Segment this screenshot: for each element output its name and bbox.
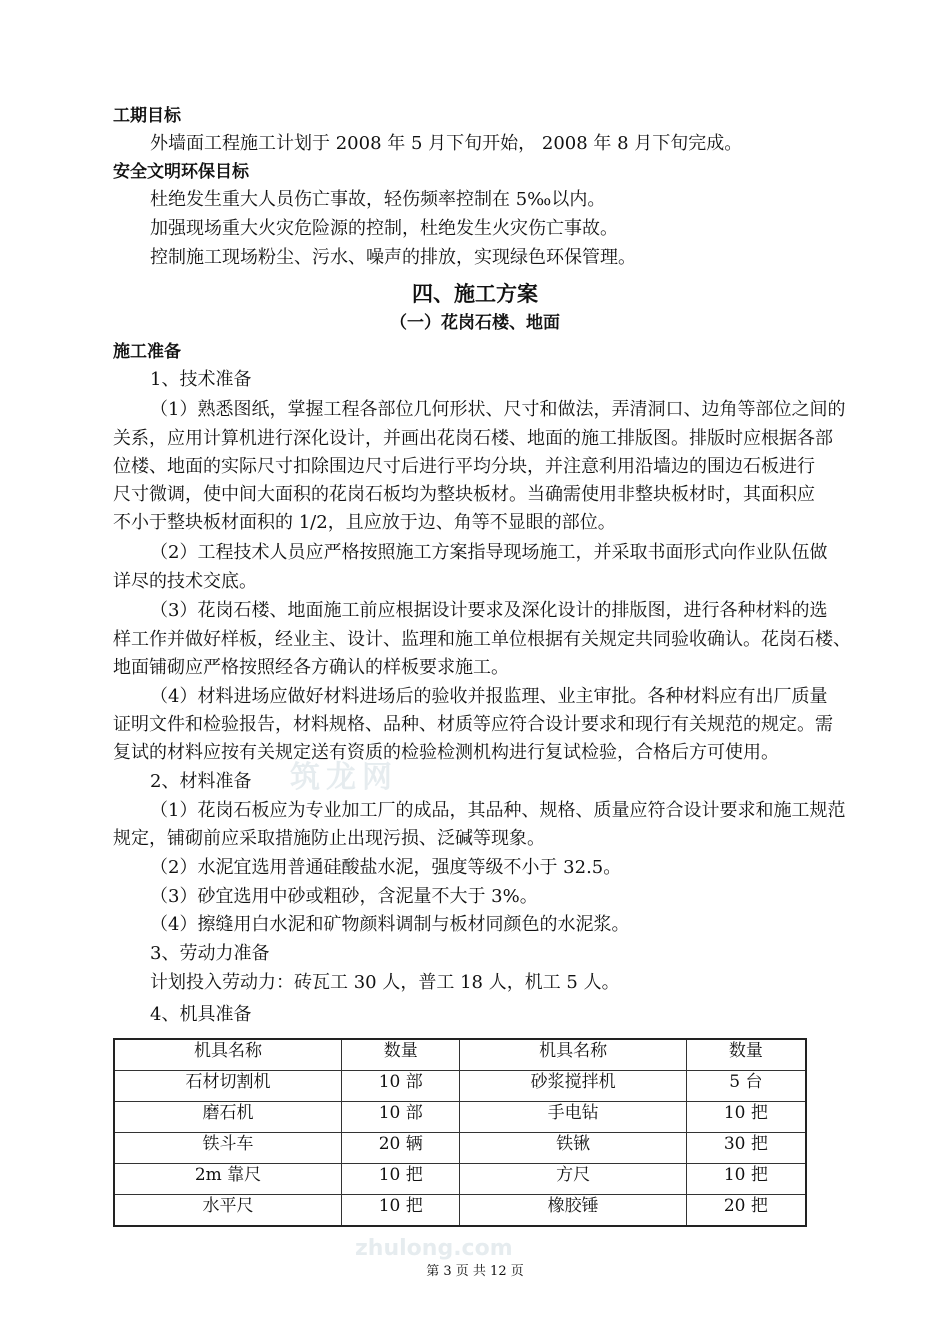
tech-prep-line: 关系，应用计算机进行深化设计，并画出花岗石楼、地面的施工排版图。排版时应根据各部	[113, 428, 833, 449]
table-cell: 10 部	[342, 1102, 460, 1133]
prep-title: 施工准备	[113, 342, 181, 362]
table-cell: 砂浆搅拌机	[460, 1071, 686, 1102]
table-row	[114, 1133, 806, 1164]
safety-line: 杜绝发生重大人员伤亡事故，轻伤频率控制在 5‰以内。	[150, 189, 606, 210]
schedule-text: 外墙面工程施工计划于 2008 年 5 月下旬开始， 2008 年 8 月下旬完成。	[150, 133, 743, 154]
labor-prep-heading: 3、劳动力准备	[150, 943, 270, 964]
table-header-row	[114, 1039, 806, 1071]
tech-prep-line: （2）工程技术人员应严格按照施工方案指导现场施工，并采取书面形式向作业队伍做	[150, 542, 828, 563]
table-cell: 石材切割机	[114, 1071, 342, 1102]
safety-line: 加强现场重大火灾危险源的控制，杜绝发生火灾伤亡事故。	[150, 218, 618, 239]
tech-prep-line: 样工作并做好样板，经业主、设计、监理和施工单位根据有关规定共同验收确认。花岗石楼、	[113, 629, 851, 650]
labor-prep-text: 计划投入劳动力：砖瓦工 30 人，普工 18 人，机工 5 人。	[150, 972, 620, 993]
table-row	[114, 1102, 806, 1133]
tech-prep-line: 详尽的技术交底。	[113, 571, 257, 592]
table-cell: 橡胶锤	[460, 1195, 686, 1227]
tech-prep-line: （3）花岗石楼、地面施工前应根据设计要求及深化设计的排版图，进行各种材料的选	[150, 600, 828, 621]
page-footer: 第 3 页 共 12 页	[426, 1264, 524, 1279]
equipment-table	[113, 1038, 807, 1227]
table-cell: 铁斗车	[114, 1133, 342, 1164]
table-cell: 方尺	[460, 1164, 686, 1195]
tech-prep-line: 不小于整块板材面积的 1/2，且应放于边、角等不显眼的部位。	[113, 512, 616, 533]
tech-prep-line: （4）材料进场应做好材料进场后的验收并报监理、业主审批。各种材料应有出厂质量	[150, 686, 828, 707]
tech-prep-line: 证明文件和检验报告，材料规格、品种、材质等应符合设计要求和现行有关规范的规定。需	[113, 714, 833, 735]
safety-title: 安全文明环保目标	[113, 162, 249, 182]
material-prep-line: （1）花岗石板应为专业加工厂的成品，其品种、规格、质量应符合设计要求和施工规范	[150, 800, 846, 821]
subchapter-title: （一）花岗石楼、地面	[390, 313, 560, 333]
watermark-logo: 筑龙网	[290, 760, 398, 795]
table-cell: 20 把	[686, 1195, 806, 1227]
tool-prep-heading: 4、机具准备	[150, 1004, 252, 1025]
table-header-cell: 数量	[342, 1039, 460, 1071]
tech-prep-line: 地面铺砌应严格按照经各方确认的样板要求施工。	[113, 657, 509, 678]
table-row	[114, 1195, 806, 1227]
table-cell: 磨石机	[114, 1102, 342, 1133]
table-row	[114, 1071, 806, 1102]
watermark-url: zhulong.com	[355, 1236, 513, 1261]
table-header-cell: 数量	[686, 1039, 806, 1071]
table-cell: 手电钻	[460, 1102, 686, 1133]
table-cell: 20 辆	[342, 1133, 460, 1164]
table-cell: 5 台	[686, 1071, 806, 1102]
material-prep-line: （3）砂宜选用中砂或粗砂，含泥量不大于 3%。	[150, 886, 538, 907]
table-cell: 30 把	[686, 1133, 806, 1164]
table-header-cell: 机具名称	[114, 1039, 342, 1071]
material-prep-line: （4）擦缝用白水泥和矿物颜料调制与板材同颜色的水泥浆。	[150, 914, 630, 935]
table-cell: 水平尺	[114, 1195, 342, 1227]
material-prep-heading: 2、材料准备	[150, 771, 252, 792]
safety-line: 控制施工现场粉尘、污水、噪声的排放，实现绿色环保管理。	[150, 247, 636, 268]
table-cell: 10 部	[342, 1071, 460, 1102]
material-prep-line: 规定，铺砌前应采取措施防止出现污损、泛碱等现象。	[113, 828, 545, 849]
tech-prep-line: 尺寸微调，使中间大面积的花岗石板均为整块板材。当确需使用非整块板材时，其面积应	[113, 484, 815, 505]
tech-prep-line: （1）熟悉图纸，掌握工程各部位几何形状、尺寸和做法，弄清洞口、边角等部位之间的	[150, 399, 846, 420]
tech-prep-line: 复试的材料应按有关规定送有资质的检验检测机构进行复试检验，合格后方可使用。	[113, 742, 779, 763]
chapter-title: 四、施工方案	[412, 282, 538, 306]
table-cell: 铁锹	[460, 1133, 686, 1164]
table-cell: 2m 靠尺	[114, 1164, 342, 1195]
table-cell: 10 把	[342, 1164, 460, 1195]
table-cell: 10 把	[686, 1102, 806, 1133]
table-header-cell: 机具名称	[460, 1039, 686, 1071]
table-cell: 10 把	[686, 1164, 806, 1195]
tech-prep-line: 位楼、地面的实际尺寸扣除围边尺寸后进行平均分块，并注意利用沿墙边的围边石板进行	[113, 456, 815, 477]
table-cell: 10 把	[342, 1195, 460, 1227]
tech-prep-heading: 1、技术准备	[150, 369, 252, 390]
material-prep-line: （2）水泥宜选用普通硅酸盐水泥，强度等级不小于 32.5。	[150, 857, 622, 878]
schedule-title: 工期目标	[113, 106, 181, 126]
table-row	[114, 1164, 806, 1195]
